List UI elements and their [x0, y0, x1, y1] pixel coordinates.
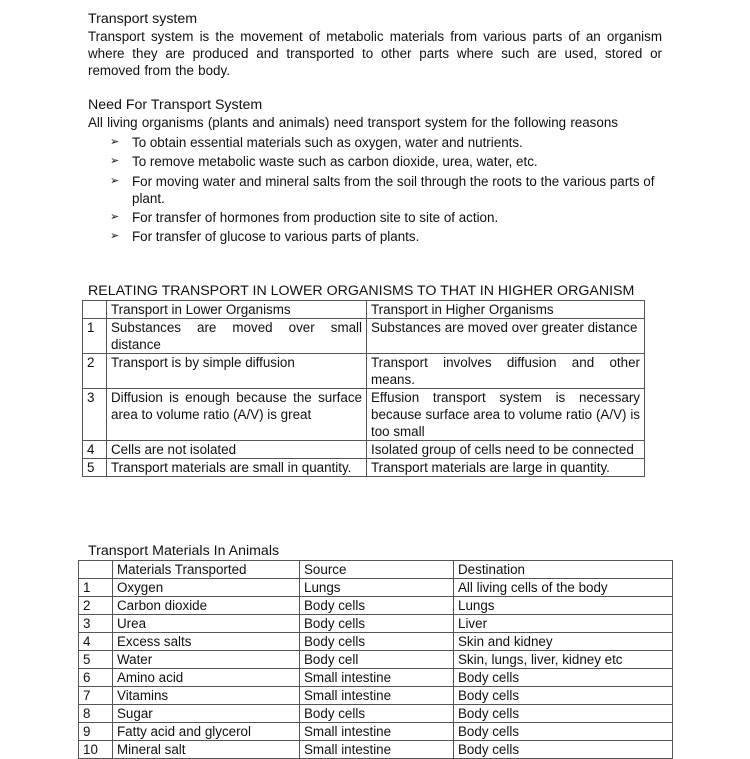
table-cell: Small intestine	[300, 687, 454, 705]
comparison-table	[82, 300, 645, 477]
table-cell: Substances are moved over greater distance	[367, 319, 645, 354]
table-cell: Body cell	[300, 651, 454, 669]
table-row	[79, 723, 673, 741]
table-header-row	[83, 301, 645, 319]
table-row	[79, 651, 673, 669]
section-heading: Need For Transport System	[88, 97, 263, 113]
table-row	[79, 633, 673, 651]
table-cell: Body cells	[300, 633, 454, 651]
table-cell: Oxygen	[113, 579, 300, 597]
arrow-bullet-icon: ➢	[110, 174, 120, 187]
table-header-cell	[79, 561, 113, 579]
row-number: 1	[79, 579, 113, 597]
table-cell: Transport is by simple diffusion	[107, 354, 367, 389]
materials-title: Transport Materials In Animals	[88, 543, 280, 559]
row-number: 2	[79, 597, 113, 615]
table-cell: Body cells	[454, 669, 673, 687]
table-row	[79, 669, 673, 687]
table-cell: Sugar	[113, 705, 300, 723]
table-cell: Effusion transport system is necessary because surface area to volume ratio (A/V) is too small	[367, 389, 645, 441]
arrow-bullet-icon: ➢	[110, 155, 120, 168]
table-cell: Body cells	[454, 687, 673, 705]
transport-system-section	[88, 11, 662, 79]
table-cell: Transport materials are small in quantity.	[107, 459, 367, 477]
row-number: 3	[83, 389, 107, 441]
table-cell: Skin, lungs, liver, kidney etc	[454, 651, 673, 669]
table-row	[83, 354, 645, 389]
table-cell: Body cells	[454, 705, 673, 723]
table-cell: Skin and kidney	[454, 633, 673, 651]
row-number: 6	[79, 669, 113, 687]
section-paragraph: Transport system is the movement of metabolic materials from various parts of an organism where they are produced and transported to other parts where such are used, stored or removed from the body.	[88, 29, 662, 78]
table-row	[79, 579, 673, 597]
section-intro: All living organisms (plants and animals) need transport system for the following reasons	[88, 115, 618, 130]
row-number: 5	[83, 459, 107, 477]
row-number: 3	[79, 615, 113, 633]
row-number: 5	[79, 651, 113, 669]
table-cell: Lungs	[300, 579, 454, 597]
table-header-row	[79, 561, 673, 579]
row-number: 1	[83, 319, 107, 354]
need-for-transport-section	[88, 97, 662, 247]
table-row	[83, 319, 645, 354]
table-cell: All living cells of the body	[454, 579, 673, 597]
table-cell: Transport materials are large in quantity.	[367, 459, 645, 477]
table-cell: Body cells	[454, 723, 673, 741]
arrow-bullet-icon: ➢	[110, 210, 120, 223]
table-header-cell: Source	[300, 561, 454, 579]
list-item: ➢ To remove metabolic waste such as carbon dioxide, urea, water, etc.	[110, 154, 538, 170]
table-cell: Carbon dioxide	[113, 597, 300, 615]
table-row	[79, 705, 673, 723]
row-number: 4	[79, 633, 113, 651]
table-cell: Substances are moved over small distance	[107, 319, 367, 354]
table-header-cell: Materials Transported	[113, 561, 300, 579]
row-number: 9	[79, 723, 113, 741]
table-cell: Vitamins	[113, 687, 300, 705]
row-number: 2	[83, 354, 107, 389]
arrow-bullet-icon: ➢	[110, 136, 120, 148]
row-number: 7	[79, 687, 113, 705]
table-cell: Water	[113, 651, 300, 669]
table-header-cell	[83, 301, 107, 319]
table-header-cell: Destination	[454, 561, 673, 579]
table-cell: Body cells	[300, 615, 454, 633]
table-row	[83, 389, 645, 441]
table-cell: Lungs	[454, 597, 673, 615]
row-number: 4	[83, 441, 107, 459]
table-row	[83, 459, 645, 477]
arrow-bullet-icon: ➢	[110, 230, 120, 243]
table-cell: Diffusion is enough because the surface area to volume ratio (A/V) is great	[107, 389, 367, 441]
table-row	[83, 441, 645, 459]
list-item: ➢ For transfer of hormones from production site to site of action.	[110, 209, 499, 225]
materials-section	[88, 543, 662, 560]
section-heading: Transport system	[88, 11, 198, 27]
table-cell: Excess salts	[113, 633, 300, 651]
table-cell: Liver	[454, 615, 673, 633]
list-item: ➢ For transfer of glucose to various parts of plants.	[110, 229, 420, 245]
table-row	[79, 597, 673, 615]
row-number: 8	[79, 705, 113, 723]
table-cell: Fatty acid and glycerol	[113, 723, 300, 741]
table-cell: Body cells	[454, 741, 673, 759]
reasons-list	[88, 134, 662, 245]
table-header-cell: Transport in Higher Organisms	[367, 301, 645, 319]
table-cell: Amino acid	[113, 669, 300, 687]
table-row	[79, 687, 673, 705]
table-cell: Isolated group of cells need to be connected	[367, 441, 645, 459]
list-item: ➢ To obtain essential materials such as oxygen, water and nutrients.	[110, 135, 523, 150]
materials-table	[78, 560, 673, 759]
table-cell: Body cells	[300, 597, 454, 615]
table-cell: Mineral salt	[113, 741, 300, 759]
table-row	[79, 615, 673, 633]
table-cell: Transport involves diffusion and other means.	[367, 354, 645, 389]
table-cell: Urea	[113, 615, 300, 633]
table-cell: Cells are not isolated	[107, 441, 367, 459]
table-cell: Small intestine	[300, 723, 454, 741]
list-item: ➢ For moving water and mineral salts from the soil through the roots to the various parts of plant.	[110, 173, 655, 206]
table-header-cell: Transport in Lower Organisms	[107, 301, 367, 319]
row-number: 10	[79, 741, 113, 759]
table-cell: Small intestine	[300, 741, 454, 759]
table-cell: Small intestine	[300, 669, 454, 687]
comparison-section	[88, 283, 688, 300]
comparison-title: RELATING TRANSPORT IN LOWER ORGANISMS TO THAT IN HIGHER ORGANISM	[88, 283, 635, 299]
table-cell: Body cells	[300, 705, 454, 723]
